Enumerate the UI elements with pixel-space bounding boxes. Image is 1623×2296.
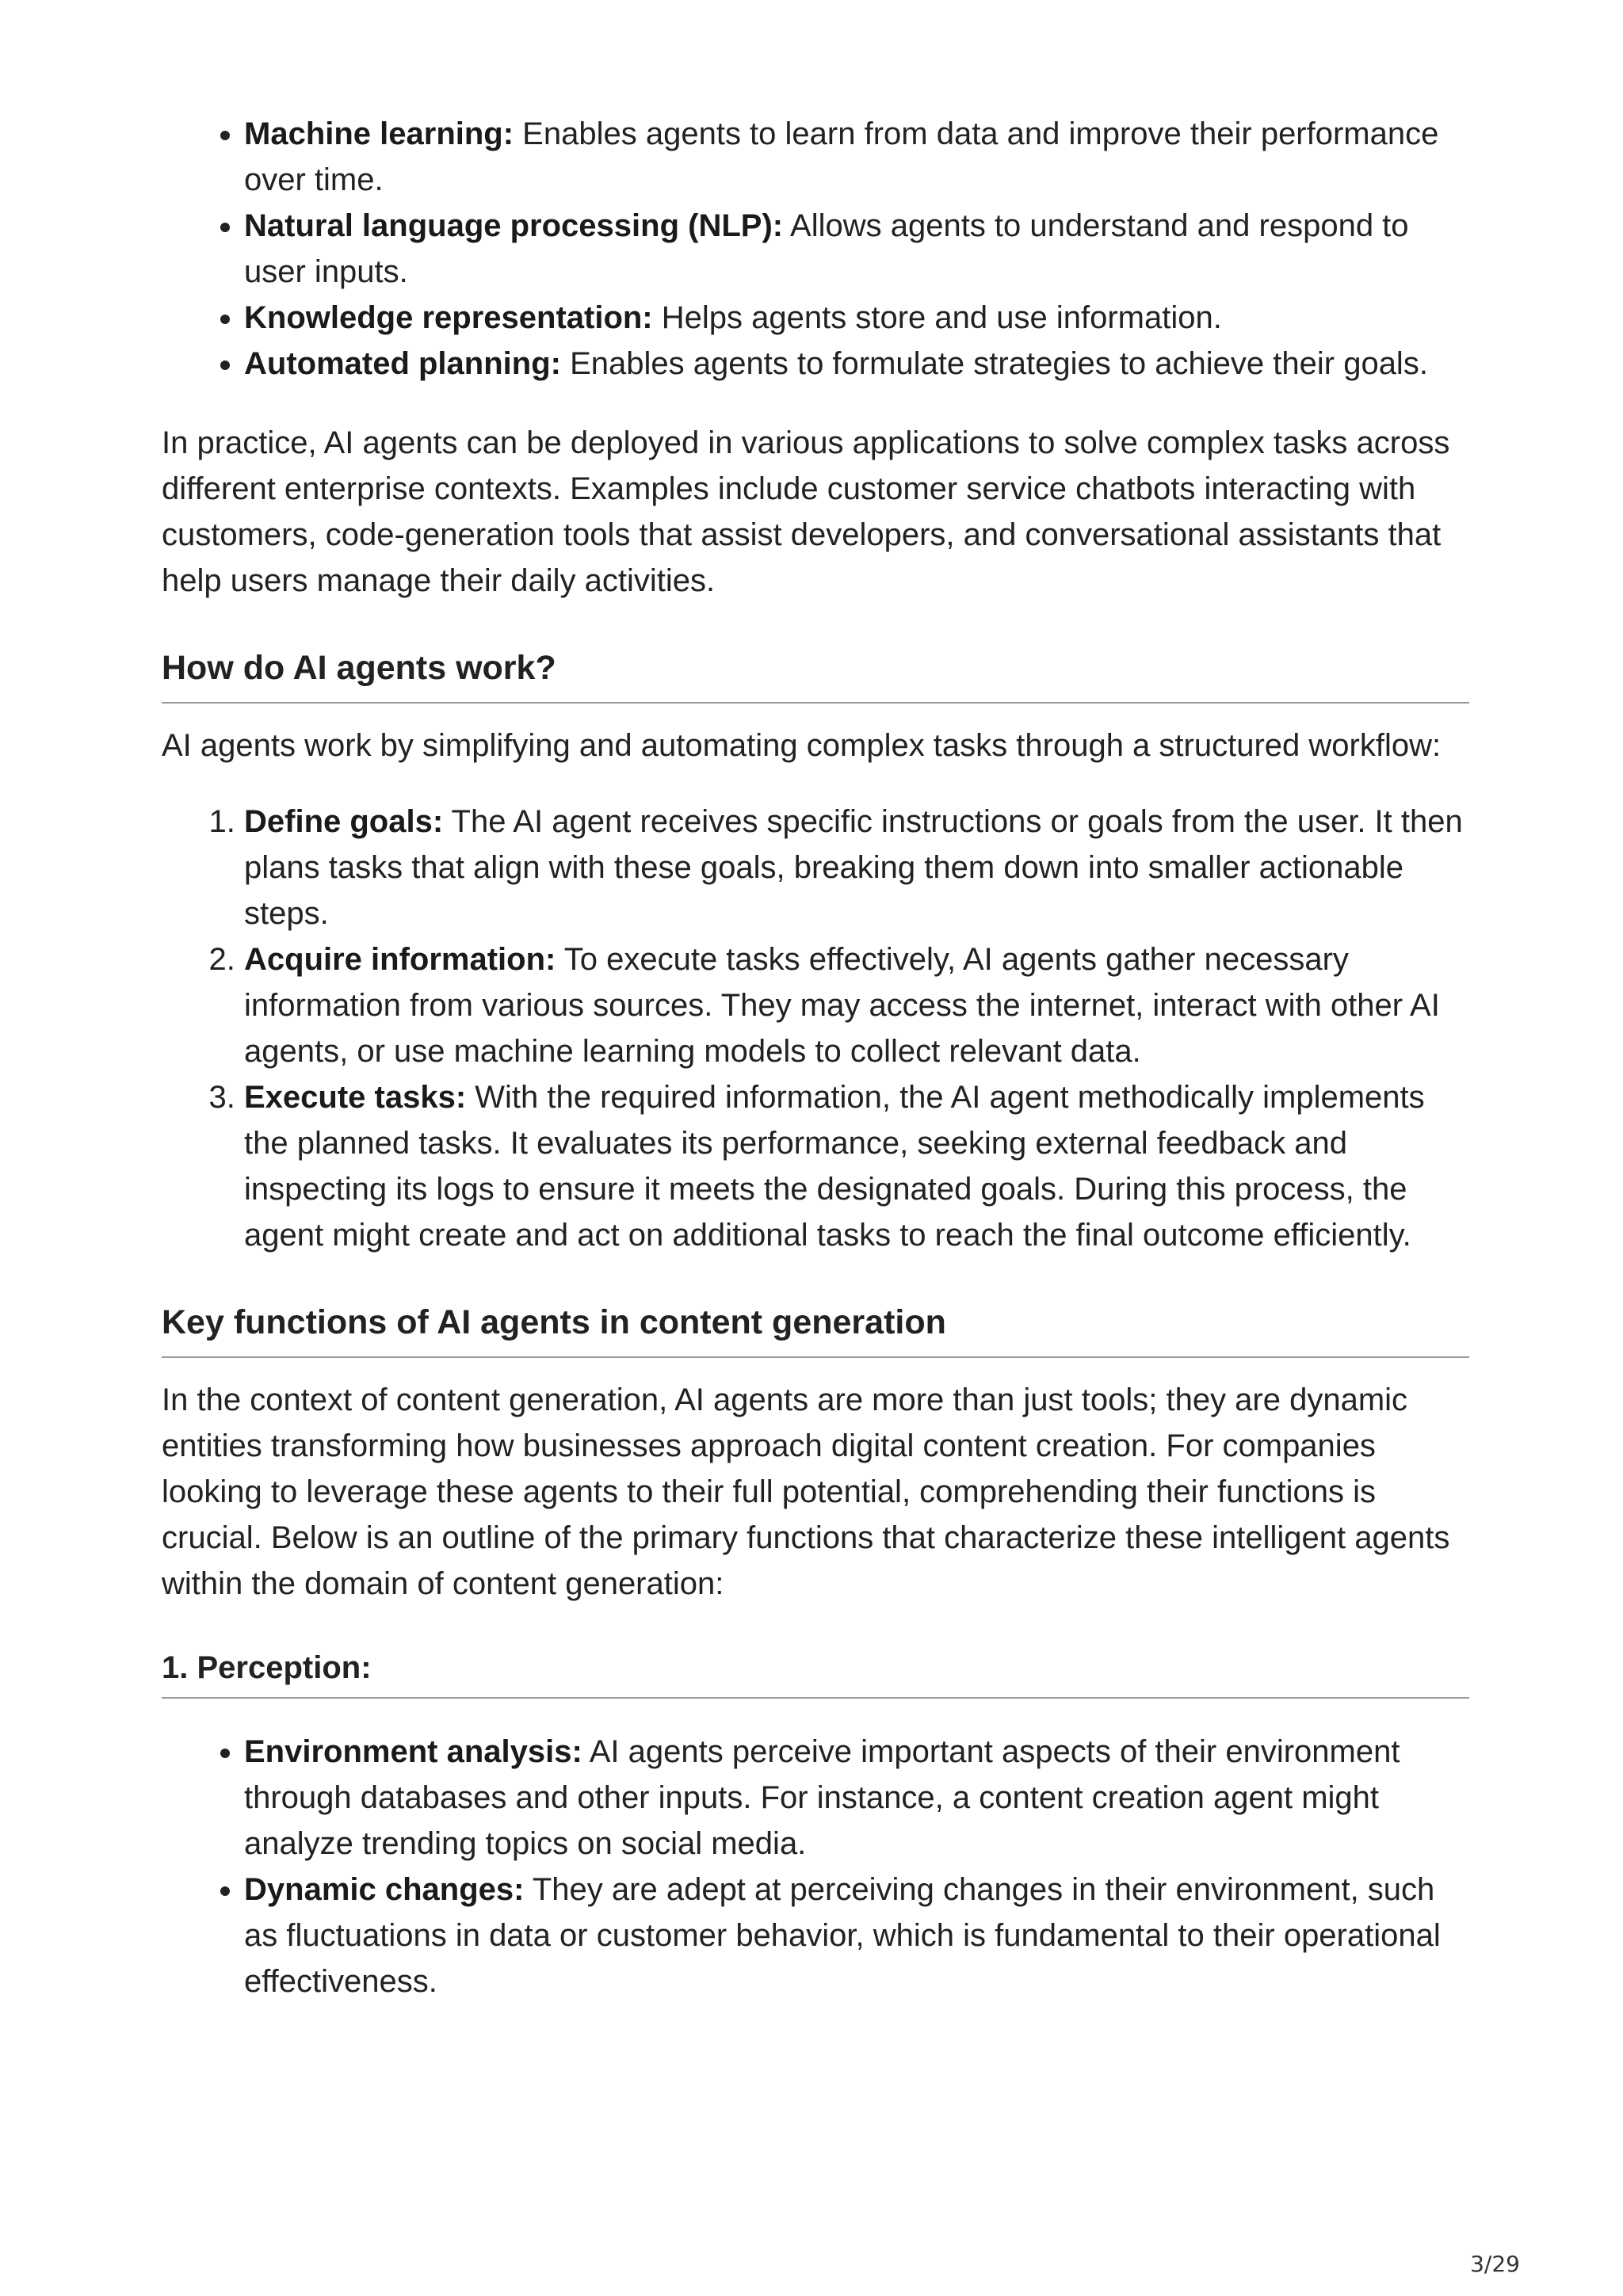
step-term: Acquire information: — [244, 942, 556, 977]
list-item — [244, 203, 1469, 295]
step-text: With the required information, the AI agent methodically implements the planned tasks. It evaluates its performance, seeking external feedback and inspecting its logs to ensure it meets the designated goals. During this process, the agent might create and act on additional tasks to reach the final outcome efficiently. — [244, 1080, 1425, 1253]
how-intro-paragraph: AI agents work by simplifying and automating complex tasks through a structured workflow: — [162, 728, 1442, 763]
list-item — [244, 1074, 1469, 1258]
bullet-term: Dynamic changes: — [244, 1872, 525, 1907]
bullet-term: Environment analysis: — [244, 1734, 582, 1769]
bullet-text: Enables agents to learn from data and improve their performance over time. — [244, 116, 1439, 197]
bullet-text: AI agents perceive important aspects of their environment through databases and other inputs. For instance, a content creation agent might analyze trending topics on social media. — [244, 1734, 1400, 1861]
page-number: 3/29 — [1470, 2251, 1520, 2277]
intro-bullet-list — [162, 111, 1469, 387]
list-item — [244, 341, 1469, 387]
bullet-term: Machine learning: — [244, 116, 514, 151]
bullet-text: They are adept at perceiving changes in their environment, such as fluctuations in data or customer behavior, which is fundamental to their operational effectiveness. — [244, 1872, 1441, 1999]
list-item — [244, 1867, 1469, 2004]
bullet-text: Allows agents to understand and respond to user inputs. — [244, 208, 1409, 289]
perception-bullet-list — [162, 1729, 1469, 2004]
workflow-steps-list — [162, 799, 1469, 1258]
bullet-term: Automated planning: — [244, 346, 561, 381]
bullet-text: Enables agents to formulate strategies to achieve their goals. — [560, 346, 1428, 381]
list-item — [244, 1729, 1469, 1867]
section-heading-how: How do AI agents work? — [162, 643, 1469, 704]
section-heading-key-functions: Key functions of AI agents in content generation — [162, 1298, 1469, 1358]
list-item — [244, 799, 1469, 936]
bullet-text: Helps agents store and use information. — [652, 300, 1222, 335]
subheading-perception: 1. Perception: — [162, 1645, 1469, 1699]
step-term: Execute tasks: — [244, 1080, 467, 1115]
bullet-term: Natural language processing (NLP): — [244, 208, 784, 243]
practice-paragraph: In practice, AI agents can be deployed in various applications to solve complex tasks across different enterprise contexts. Examples include customer service chatbots interacting with customers, code-generation tools that assist developers, and conversational assistants that help users manage their daily activities. — [162, 425, 1450, 598]
document-content — [162, 111, 1469, 2004]
list-item — [244, 111, 1469, 203]
key-functions-intro-paragraph: In the context of content generation, AI agents are more than just tools; they are dynamic entities transforming how businesses approach digital content creation. For companies looking to leverage these agents to their full potential, comprehending their functions is crucial. Below is an outline of the primary functions that characterize these intelligent agents within the domain of content generation: — [162, 1383, 1450, 1601]
list-item — [244, 295, 1469, 341]
bullet-term: Knowledge representation: — [244, 300, 653, 335]
list-item — [244, 936, 1469, 1074]
step-text: The AI agent receives specific instructions or goals from the user. It then plans tasks that align with these goals, breaking them down into smaller actionable steps. — [244, 804, 1463, 931]
step-text: To execute tasks effectively, AI agents gather necessary information from various sources. They may access the internet, interact with other AI agents, or use machine learning models to collect relevant data. — [244, 942, 1440, 1069]
step-term: Define goals: — [244, 804, 444, 839]
